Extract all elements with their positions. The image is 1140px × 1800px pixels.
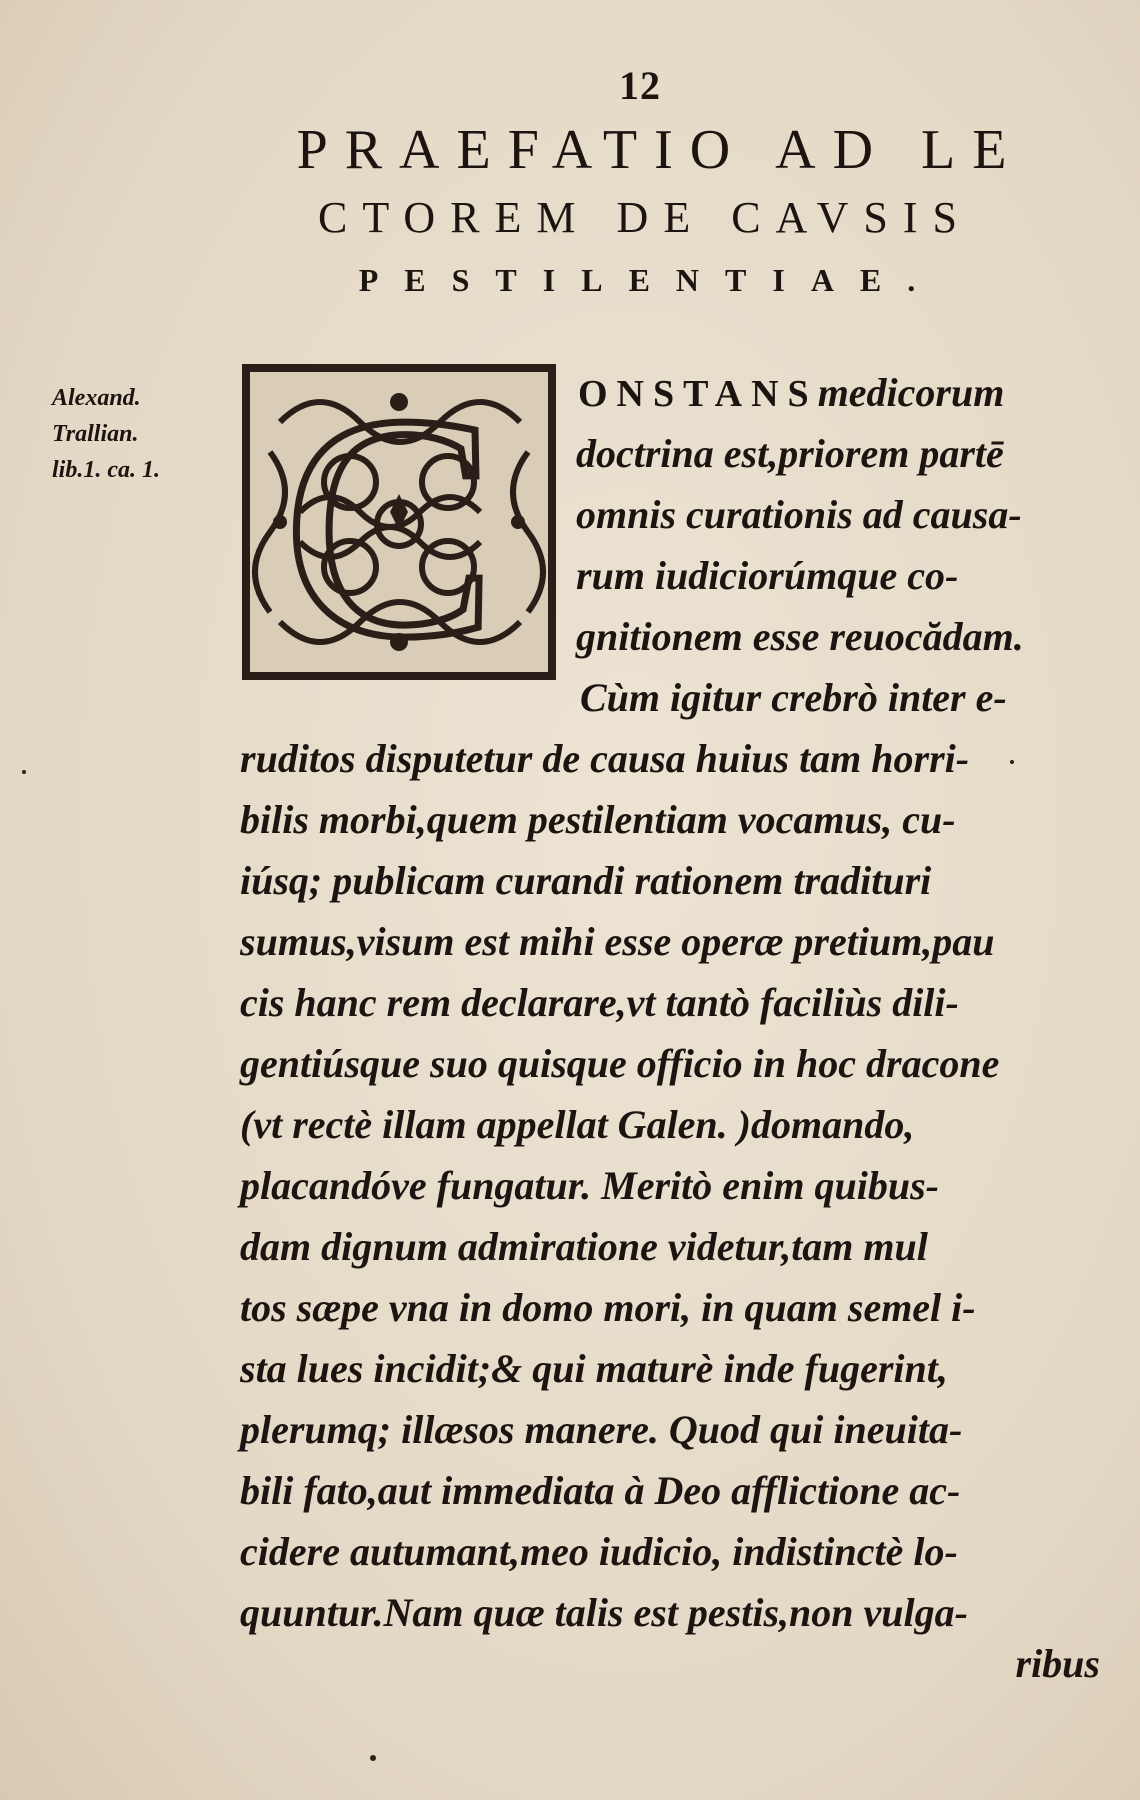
text-line: gentiúsque suo quisque officio in hoc dracone	[240, 1041, 1000, 1086]
text-line: dam dignum admiratione videtur,tam mul	[240, 1224, 928, 1269]
lead-caps: ONSTANS	[578, 373, 818, 415]
text-line: cis hanc rem declarare,vt tantò faciliùs dili-	[240, 980, 959, 1025]
text-line: bili fato,aut immediata à Deo afflictione ac-	[240, 1468, 961, 1513]
text-line: placandóve fungatur. Meritò enim quibus-	[240, 1163, 939, 1208]
page-number: 12	[619, 63, 661, 108]
text-line: gnitionem esse reuocădam.	[576, 614, 1024, 659]
text-line: doctrina est,priorem partē	[576, 431, 1004, 476]
lead-line	[578, 362, 1004, 425]
text-line: (vt rectè illam appellat Galen. )domando,	[240, 1102, 915, 1147]
text-line: sta lues incidit;& qui maturè inde fugerint,	[240, 1346, 948, 1391]
heading-line-3: PESTILENTIAE.	[358, 262, 942, 298]
text-line: sumus,visum est mihi esse operæ pretium,pau	[240, 919, 995, 964]
catchword: ribus	[1015, 1641, 1100, 1686]
text-line: rum iudiciorúmque co-	[576, 553, 959, 598]
ink-speck	[370, 1755, 376, 1761]
margin-note-line: Alexand.	[52, 385, 141, 411]
margin-note	[52, 380, 222, 488]
decorated-initial-c	[240, 362, 558, 682]
text-line: tos sæpe vna in domo mori, in quam semel i-	[240, 1285, 976, 1330]
lead-rest: medicorum	[817, 370, 1005, 415]
ink-speck	[22, 770, 26, 774]
text-line: iúsq; publicam curandi rationem tradituri	[240, 858, 932, 903]
text-line: quuntur.Nam quæ talis est pestis,non vulga-	[240, 1590, 968, 1635]
text-line: cidere autumant,meo iudicio, indistinctè lo-	[240, 1529, 958, 1574]
heading-line-1: PRAEFATIO AD LE	[296, 119, 1024, 181]
text-line: bilis morbi,quem pestilentiam vocamus, cu-	[240, 797, 956, 842]
margin-note-line: Trallian.	[52, 421, 139, 447]
text-line: plerumq; illæsos manere. Quod qui ineuita-	[240, 1407, 963, 1452]
text-line: omnis curationis ad causa-	[576, 492, 1022, 537]
ink-speck	[1010, 760, 1014, 764]
margin-note-line: lib.1. ca. 1.	[52, 457, 160, 483]
text-line: ruditos disputetur de causa huius tam horri-	[240, 736, 970, 781]
initial-letter: C	[283, 362, 497, 682]
text-line: Cùm igitur crebrò inter e-	[580, 675, 1007, 720]
heading-line-2: CTOREM DE CAVSIS	[317, 193, 973, 242]
